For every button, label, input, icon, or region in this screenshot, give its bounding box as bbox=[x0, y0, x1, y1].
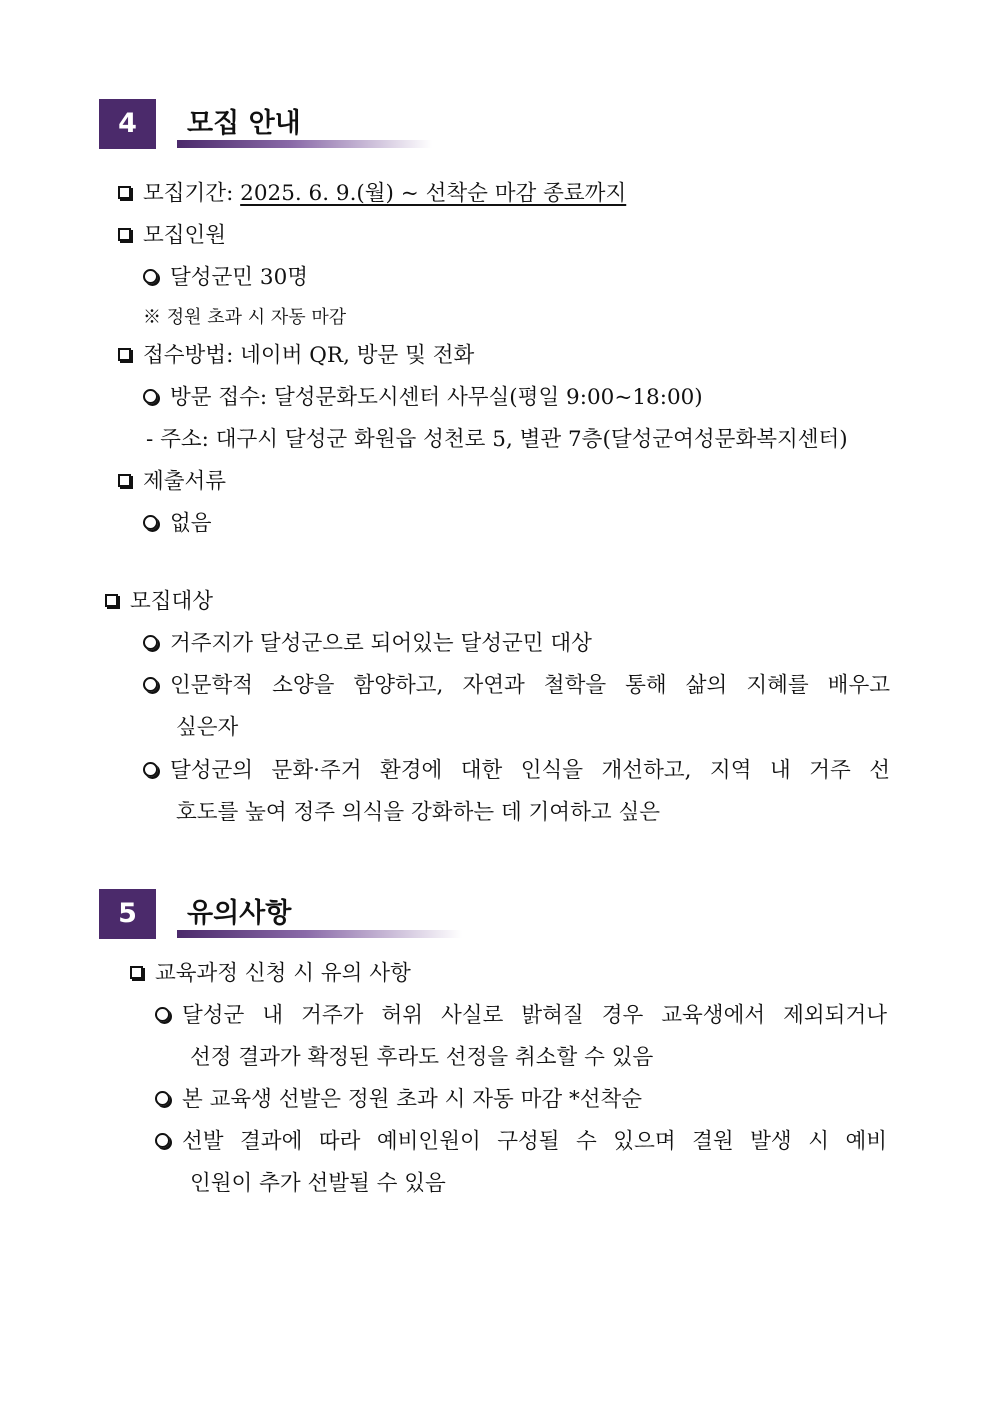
notice-item bbox=[155, 1127, 887, 1157]
checkbox-bullet-icon bbox=[130, 966, 143, 979]
docs-label: 제출서류 bbox=[143, 469, 227, 494]
section-5-header bbox=[99, 889, 439, 939]
checkbox-bullet-icon bbox=[118, 474, 131, 487]
target-text: 인문학적 소양을 함양하고, 자연과 철학을 통해 삶의 지혜를 배우고 bbox=[170, 673, 890, 698]
target-text-continued: 싶은자 bbox=[176, 715, 239, 740]
notice-text-continued: 인원이 추가 선발될 수 있음 bbox=[190, 1171, 446, 1196]
circle-bullet-icon bbox=[155, 1133, 170, 1148]
section-number-badge: 4 bbox=[99, 99, 156, 149]
docs-item bbox=[143, 509, 212, 539]
submit-docs bbox=[118, 467, 226, 497]
notice-text: 선발 결과에 따라 예비인원이 구성될 수 있으며 결원 발생 시 예비 bbox=[182, 1129, 887, 1154]
circle-bullet-icon bbox=[143, 677, 158, 692]
notice-text: 본 교육생 선발은 정원 초과 시 자동 마감 *선착순 bbox=[182, 1087, 643, 1112]
recruit-target bbox=[105, 587, 213, 617]
target-text: 달성군의 문화·주거 환경에 대한 인식을 개선하고, 지역 내 거주 선 bbox=[170, 758, 890, 783]
visit-item bbox=[143, 383, 703, 413]
target-item bbox=[143, 671, 890, 701]
circle-bullet-icon bbox=[143, 389, 158, 404]
recruit-capacity bbox=[118, 221, 226, 251]
circle-bullet-icon bbox=[143, 269, 158, 284]
recruit-period bbox=[118, 179, 626, 209]
circle-bullet-icon bbox=[143, 515, 158, 530]
checkbox-bullet-icon bbox=[105, 594, 118, 607]
circle-bullet-icon bbox=[143, 635, 158, 650]
notice-text: 달성군 내 거주가 허위 사실로 밝혀질 경우 교육생에서 제외되거나 bbox=[182, 1003, 887, 1028]
notice-item bbox=[155, 1085, 642, 1115]
target-text: 거주지가 달성군으로 되어있는 달성군민 대상 bbox=[170, 631, 592, 656]
checkbox-bullet-icon bbox=[118, 228, 131, 241]
title-underline-bar bbox=[177, 930, 462, 938]
circle-bullet-icon bbox=[143, 762, 158, 777]
target-item bbox=[143, 756, 890, 786]
section-4-header bbox=[99, 99, 439, 149]
section-number-badge: 5 bbox=[99, 889, 156, 939]
notice-label: 교육과정 신청 시 유의 사항 bbox=[155, 961, 411, 986]
checkbox-bullet-icon bbox=[118, 186, 131, 199]
capacity-item bbox=[143, 263, 308, 293]
section-title: 유의사항 bbox=[187, 898, 292, 929]
method-label: 접수방법: 네이버 QR, 방문 및 전화 bbox=[143, 343, 475, 368]
notice-text-continued: 선정 결과가 확정된 후라도 선정을 취소할 수 있음 bbox=[190, 1045, 654, 1070]
capacity-label: 모집인원 bbox=[143, 223, 227, 248]
address-text: - 주소: 대구시 달성군 화원읍 성천로 5, 별관 7층(달성군여성문화복지센터) bbox=[146, 427, 848, 452]
notice-item bbox=[155, 1001, 887, 1031]
period-label: 모집기간: bbox=[143, 181, 241, 206]
period-value: 2025. 6. 9.(월) ~ 선착순 마감 종료까지 bbox=[240, 181, 627, 206]
target-label: 모집대상 bbox=[130, 589, 214, 614]
checkbox-bullet-icon bbox=[118, 348, 131, 361]
target-text-continued: 호도를 높여 정주 의식을 강화하는 데 기여하고 싶은 bbox=[176, 800, 660, 825]
docs-value: 없음 bbox=[170, 511, 212, 536]
circle-bullet-icon bbox=[155, 1007, 170, 1022]
apply-method bbox=[118, 341, 474, 371]
circle-bullet-icon bbox=[155, 1091, 170, 1106]
notice-heading bbox=[130, 959, 411, 989]
target-item bbox=[143, 629, 592, 659]
section-title: 모집 안내 bbox=[187, 108, 301, 139]
title-underline-bar bbox=[177, 140, 432, 148]
visit-text: 방문 접수: 달성문화도시센터 사무실(평일 9:00~18:00) bbox=[170, 385, 703, 410]
capacity-value: 달성군민 30명 bbox=[170, 265, 309, 290]
capacity-note: ※ 정원 초과 시 자동 마감 bbox=[143, 307, 347, 328]
